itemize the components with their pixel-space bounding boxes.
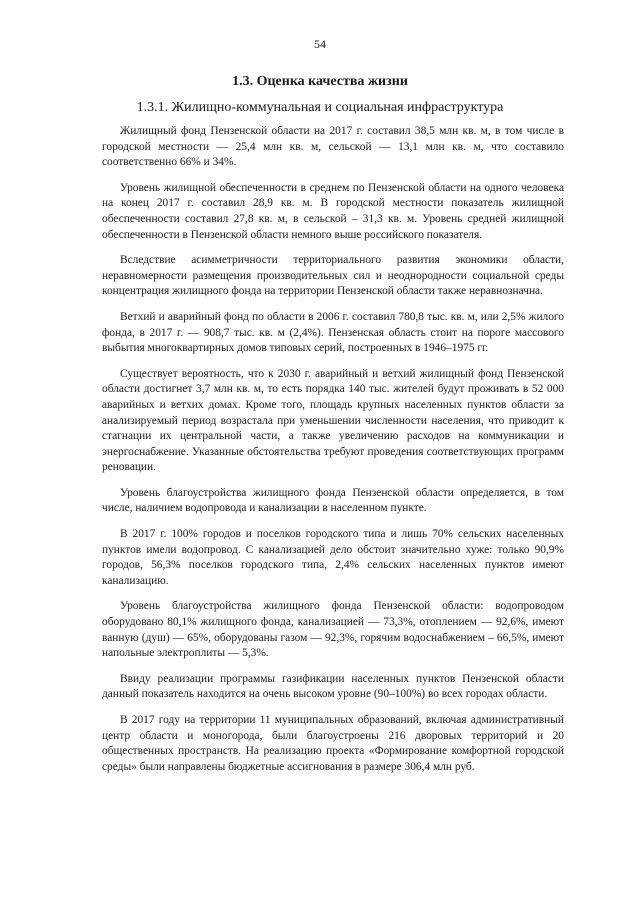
paragraph-improvement-level: Уровень благоустройства жилищного фонда Пензенской области определяется, в том числе, наличием водопровода и канализации в населенном пункте. [102, 486, 564, 515]
paragraph-housing-provision: Уровень жилищной обеспеченности в среднем по Пензенской области на одного человека на конец 2017 г. составил 28,9 кв. м. В городской местности показатель жилищной обеспеченности составил 27,8 кв. м, в сельской – 31,3 кв. м. Уровень средней жилищной обеспеченности в Пензенской области немного выше российского показателя. [102, 181, 564, 241]
paragraph-urban-environment: В 2017 году на территории 11 муниципальных образований, включая административный центр области и моногорода, были благоустроены 216 дворовых территорий и 20 общественных пространств. На реализацию проекта «Формирование комфортной городской среды» были направлены бюджетные ассигнования в размере 306,4 млн руб. [102, 714, 564, 773]
body-text [102, 124, 564, 785]
section-title: 1.3. Оценка качества жизни [232, 74, 408, 89]
paragraph-forecast-2030: Существует вероятность, что к 2030 г. аварийный и ветхий жилищный фонд Пензенской области достигнет 3,7 млн кв. м, то есть порядка 140 тыс. жителей будут проживать в 52 000 аварийных и ветхих домах. Кроме того, площадь крупных населенных пунктов области за анализируемый период возрастала при уменьшении численности населения, что приводит к стагнации их центральной части, а также увеличению расходов на коммуникации и энергоснабжение. Указанные обстоятельства требуют проведения соответствующих программ реновации. [102, 367, 564, 474]
subsection-title: 1.3.1. Жилищно-коммунальная и социальная инфраструктура [136, 100, 504, 115]
page-number: 54 [314, 37, 326, 51]
paragraph-housing-stock: Жилищный фонд Пензенской области на 2017 г. составил 38,5 млн кв. м, в том числе в городской местности — 25,4 млн кв. м, сельской — 13,1 млн кв. м, что составило соответственно 66% и 34%. [102, 125, 564, 169]
paragraph-amenities: Уровень благоустройства жилищного фонда Пензенской области: водопроводом оборудовано 80,1% жилищного фонда, канализацией — 73,3%, отоплением — 92,6%, имеют ванную (душ) — 65%, оборудованы газом — 92,3%, горячим водоснабжением – 66,5%, имеют напольные электроплиты — 5,3%. [102, 600, 564, 660]
paragraph-gasification: Ввиду реализации программы газификации населенных пунктов Пензенской области данный показатель находится на очень высоком уровне (90–100%) во всех городах области. [102, 672, 564, 701]
paragraph-asymmetry: Вследствие асимметричности территориального развития экономики области, неравномерности размещения производительных сил и неоднородности социальной среды концентрация жилищного фонда на территории Пензенской области также неравнозначна. [102, 254, 564, 298]
paragraph-dilapidated-fund: Ветхий и аварийный фонд по области в 2006 г. составил 780,8 тыс. кв. м, или 2,5% жилого фонда, в 2017 г. — 908,7 тыс. кв. м (2,4%). Пензенская область стоит на пороге массового выбытия многоквартирных домов типовых серий, построенных в 1946–1975 гг. [102, 310, 564, 355]
paragraph-water-sewerage: В 2017 г. 100% городов и поселков городского типа и лишь 70% сельских населенных пунктов имели водопровод. С канализацией дело обстоит значительно хуже: только 90,9% городов, 56,3% поселков городского типа, 2,4% сельских населенных пунктов имеют канализацию. [102, 528, 564, 587]
